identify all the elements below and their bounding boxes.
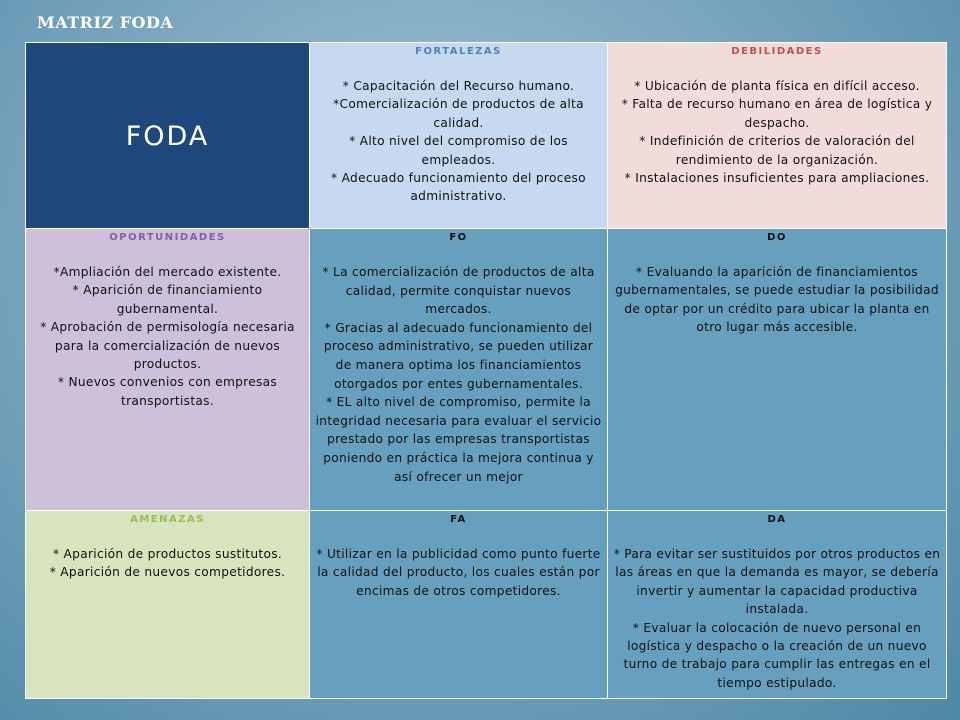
debilidades-header: DEBILIDADES: [731, 46, 823, 57]
fa-cell: [310, 511, 608, 699]
fo-item: * Gracias al adecuado funcionamiento del proceso administrativo, se pueden utilizar de manera optima los financiamientos otorgados por entes gubernamentales.: [323, 320, 594, 391]
fa-header: FA: [450, 514, 467, 525]
fa-item: * Utilizar en la publicidad como punto fuerte la calidad del producto, los cuales están por encimas de otros competidores.: [316, 547, 601, 598]
foda-corner-cell: [26, 43, 310, 229]
debilidades-item: * Instalaciones insuficientes para ampliaciones.: [624, 171, 930, 186]
oportunidades-item: * Aprobación de permisología necesaria para la comercialización de nuevos productos.: [40, 320, 295, 372]
debilidades-item: * Ubicación de planta física en difícil acceso.: [634, 79, 920, 93]
oportunidades-list: [30, 263, 305, 410]
foda-corner-label: FODA: [125, 121, 210, 152]
do-item: * Evaluando la aparición de financiamientos gubernamentales, se puede estudiar la posibilidad de optar por un crédito para ubicar la planta en otro lugar más accesible.: [615, 265, 939, 335]
do-list: [612, 263, 942, 337]
da-item: * Evaluar la colocación de nuevo personal en logística y despacho o la creación de un nuevo turno de trabajo para cumplir las entregas en el tiempo estipulado.: [623, 620, 931, 690]
oportunidades-item: *Ampliación del mercado existente.: [53, 265, 282, 279]
slide-title: MATRIZ FODA: [37, 13, 174, 32]
debilidades-item: * Indefinición de criterios de valoración del rendimiento de la organización.: [639, 134, 915, 167]
debilidades-list: [612, 77, 942, 187]
amenazas-list: [50, 545, 286, 582]
amenazas-cell: [26, 511, 310, 699]
da-item: * Para evitar ser sustituidos por otros productos en las áreas en que la demanda es mayor, se debería invertir y aumentar la capacidad productiva instalada.: [613, 547, 941, 617]
do-header: DO: [767, 232, 787, 243]
amenazas-item: * Aparición de productos sustitutos.: [52, 547, 283, 561]
da-cell: [608, 511, 947, 699]
do-cell: [608, 229, 947, 511]
fo-header: FO: [449, 232, 468, 243]
fortalezas-item: * Capacitación del Recurso humano.: [342, 79, 575, 93]
debilidades-item: * Falta de recurso humano en área de logística y despacho.: [621, 97, 933, 130]
fortalezas-list: [314, 77, 603, 206]
oportunidades-item: * Nuevos convenios con empresas transportistas.: [57, 375, 278, 408]
da-header: DA: [767, 514, 787, 525]
fortalezas-cell: [310, 43, 608, 229]
fo-cell: [310, 229, 608, 511]
fo-list: [314, 263, 603, 486]
foda-matrix-table: [25, 42, 947, 699]
oportunidades-item: * Aparición de financiamiento gubernamental.: [72, 283, 263, 316]
fortalezas-item: *Comercialización de productos de alta calidad.: [333, 97, 584, 130]
oportunidades-cell: [26, 229, 310, 511]
da-list: [612, 545, 942, 692]
fo-item: * EL alto nivel de compromiso, permite la integridad necesaria para evaluar el servicio prestado por las empresas transportistas poniendo en práctica la mejora continua y así ofrecer un mejor: [315, 395, 602, 484]
amenazas-item: * Aparición de nuevos competidores.: [49, 565, 286, 580]
fortalezas-header: FORTALEZAS: [415, 46, 502, 57]
fa-list: [314, 545, 603, 600]
fortalezas-item: * Alto nivel del compromiso de los empleados.: [349, 134, 568, 167]
debilidades-cell: [608, 43, 947, 229]
amenazas-header: AMENAZAS: [130, 514, 205, 525]
fo-item: * La comercialización de productos de alta calidad, permite conquistar nuevos mercados.: [322, 265, 595, 317]
oportunidades-header: OPORTUNIDADES: [109, 232, 226, 243]
fortalezas-item: * Adecuado funcionamiento del proceso administrativo.: [331, 171, 586, 204]
